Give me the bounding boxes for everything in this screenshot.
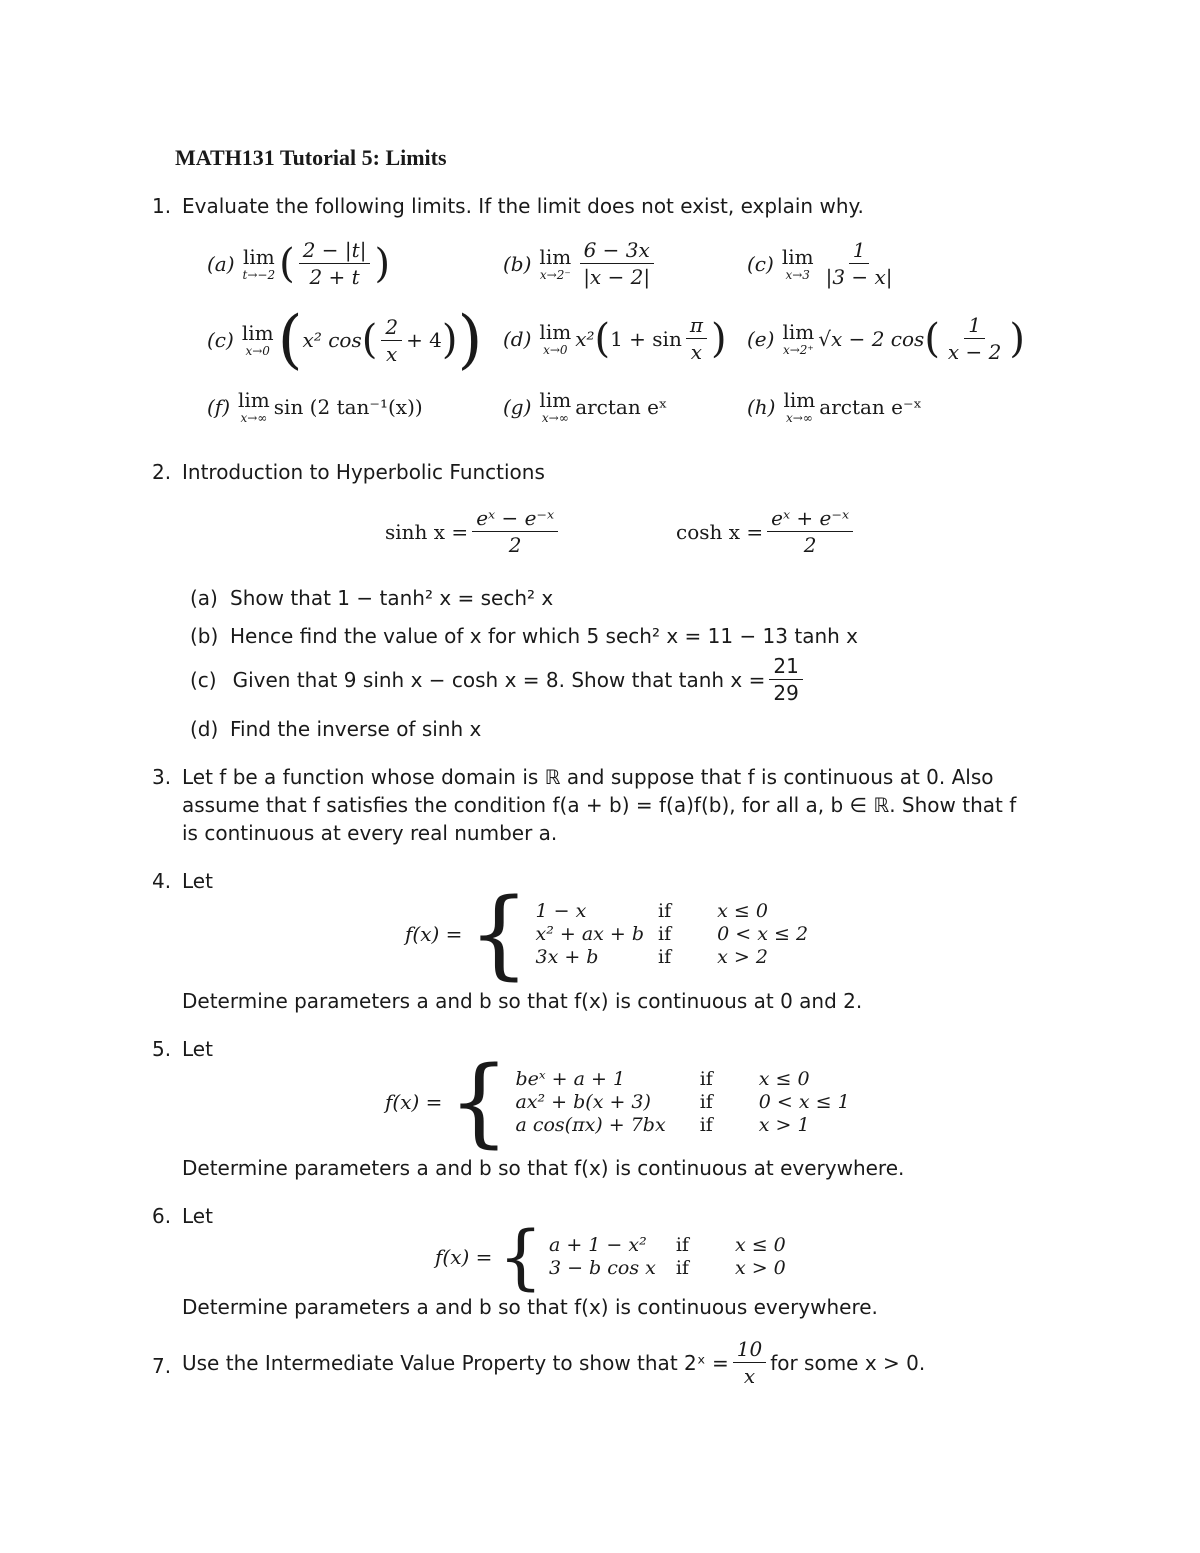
- limit-a-label: (a): [207, 251, 235, 276]
- limit-e: (e) lim x→2⁺ √x − 2 cos ( $\frac{1}{x - 2}$ ): [747, 313, 1026, 364]
- limit-a-sub: t→−2: [242, 267, 276, 282]
- q6-cases: [549, 1234, 800, 1280]
- question-2-text: Introduction to Hyperbolic Functions: [182, 460, 545, 484]
- q2c-label: (c): [190, 667, 217, 692]
- q4-case-2-expr: x² + ax + b: [535, 922, 645, 945]
- limit-c1: [747, 240, 901, 287]
- sinh-denominator: 2: [508, 533, 522, 557]
- limit-e-denominator: x − 2: [947, 340, 1002, 364]
- question-4-text: Determine parameters a and b so that f(x) is continuous at 0 and 2.: [182, 989, 863, 1013]
- limit-c2-denominator: x: [386, 341, 398, 366]
- q4-lhs: f(x) =: [405, 922, 463, 946]
- question-5-let: Let: [182, 1037, 213, 1061]
- q5-case-3-expr: a cos(πx) + 7bx: [515, 1113, 666, 1136]
- sinh-lhs: sinh x =: [385, 519, 469, 544]
- limit-d: (d) lim x→0 x² ( 1 + sin $\frac{\pi}{x}$ ): [503, 313, 727, 364]
- limit-a-denominator: 2 + t: [309, 265, 360, 289]
- q2d-text: Find the inverse of sinh x: [230, 717, 482, 741]
- q5-case-2-if: if: [699, 1090, 713, 1113]
- question-4-let: Let: [182, 869, 213, 893]
- limit-c1-numerator: 1: [849, 240, 870, 264]
- question-1-text: Evaluate the following limits. If the limit does not exist, explain why.: [182, 194, 864, 218]
- limit-h-expr: arctan e⁻ˣ: [819, 395, 923, 419]
- cosh-definition: [676, 508, 857, 555]
- limit-c2-sub: x→0: [245, 344, 270, 358]
- cosh-denominator: 2: [803, 533, 817, 557]
- q4-case-2-if: if: [658, 922, 672, 945]
- q6-case-2-expr: 3 − b cos x: [548, 1257, 656, 1279]
- limit-c2-post: + 4: [406, 328, 442, 352]
- limit-b-label: (b): [503, 251, 532, 276]
- q7-denominator: x: [743, 1364, 756, 1388]
- limit-d-lim: lim: [539, 319, 572, 344]
- limit-d-denominator: x: [690, 340, 703, 364]
- limit-h-sub: x→∞: [785, 411, 813, 425]
- q5-case-1-cond: x ≤ 0: [758, 1067, 810, 1090]
- q6-case-1-if: if: [675, 1234, 689, 1256]
- limit-e-pre: √x − 2 cos: [818, 326, 925, 351]
- q2c: [190, 656, 807, 703]
- q2b-text: Hence find the value of x for which 5 sech² x = 11 − 13 tanh x: [230, 624, 859, 648]
- q4-case-3-if: if: [658, 945, 672, 968]
- limit-h-label: (h): [747, 395, 776, 419]
- cosh-lhs: cosh x =: [676, 519, 764, 544]
- limit-f-sub: x→∞: [240, 411, 268, 425]
- question-3-line2: assume that f satisfies the condition f(a + b) = f(a)f(b), for all a, b ∈ ℝ. Show that f: [182, 793, 1017, 817]
- limit-g: [503, 390, 667, 424]
- limit-c2-label: (c): [207, 328, 234, 352]
- limit-c1-sub: x→3: [785, 267, 810, 282]
- limit-f: [207, 390, 423, 424]
- limit-d-label: (d): [503, 326, 532, 351]
- q5-case-2-expr: ax² + b(x + 3): [515, 1090, 651, 1113]
- limit-e-numerator: 1: [964, 315, 985, 339]
- question-3-line1: Let f be a function whose domain is ℝ and suppose that f is continuous at 0. Also: [182, 765, 994, 789]
- q5-case-3-cond: x > 1: [758, 1113, 810, 1136]
- q2a-text: Show that 1 − tanh² x = sech² x: [230, 586, 554, 610]
- question-1-number: 1.: [152, 194, 172, 218]
- q6-case-2-cond: x > 0: [734, 1257, 786, 1279]
- question-7-text1: Use the Intermediate Value Property to show that 2ˣ =: [182, 1350, 729, 1375]
- limit-c2-pre: x² cos: [302, 328, 362, 352]
- limit-d-sub: x→0: [543, 342, 568, 357]
- q6-case-1-expr: a + 1 − x²: [548, 1234, 647, 1256]
- q6-case-1-cond: x ≤ 0: [734, 1234, 786, 1256]
- sinh-numerator: eˣ − e⁻ˣ: [472, 508, 558, 532]
- question-6-number: 6.: [152, 1204, 172, 1228]
- q4-case-2-cond: 0 < x ≤ 2: [717, 922, 809, 945]
- limit-f-expr: sin (2 tan⁻¹(x)): [273, 395, 423, 419]
- limit-d-pre: x²: [575, 326, 595, 351]
- question-3-number: 3.: [152, 765, 172, 789]
- q5-lhs: f(x) =: [385, 1090, 443, 1114]
- question-3-line3: is continuous at every real number a.: [182, 821, 558, 845]
- cosh-numerator: eˣ + e⁻ˣ: [767, 508, 853, 532]
- limit-c2: (c) lim x→0 ( x² cos ( $\frac{2}{x}$ + 4 ) ): [207, 303, 483, 377]
- question-5-number: 5.: [152, 1037, 172, 1061]
- q5-case-1-if: if: [699, 1067, 713, 1090]
- limit-c1-lim: lim: [781, 244, 814, 269]
- limit-f-label: (f): [207, 395, 231, 419]
- q4-cases: [535, 900, 822, 969]
- limit-b-sub: x→2⁻: [539, 267, 571, 282]
- q6-piecewise: f(x) = { a + 1 − x² if x ≤ 0 3 − b cos x if x > 0: [435, 1222, 800, 1292]
- question-7-number: 7.: [152, 1354, 172, 1378]
- page-title: MATH131 Tutorial 5: Limits: [175, 145, 447, 170]
- limit-e-lim: lim: [782, 319, 815, 344]
- q4-case-1-cond: x ≤ 0: [717, 899, 768, 922]
- question-6-text: Determine parameters a and b so that f(x) is continuous everywhere.: [182, 1295, 878, 1319]
- limit-d-mid: 1 + sin: [610, 326, 682, 351]
- q5-case-1-expr: beˣ + a + 1: [515, 1067, 626, 1090]
- limit-h: [747, 390, 922, 424]
- sinh-definition: [385, 508, 562, 555]
- q5-case-3-if: if: [699, 1113, 713, 1136]
- limit-d-numerator: π: [686, 315, 707, 339]
- question-7-text2: for some x > 0.: [770, 1350, 926, 1375]
- limit-e-sub: x→2⁺: [782, 342, 814, 357]
- limit-c2-numerator: 2: [381, 317, 402, 341]
- limit-c1-label: (c): [747, 251, 774, 276]
- limit-g-lim: lim: [539, 388, 572, 412]
- q6-lhs: f(x) =: [435, 1245, 493, 1269]
- q6-case-2-if: if: [675, 1257, 689, 1279]
- limit-b-lim: lim: [539, 244, 572, 269]
- question-5-text: Determine parameters a and b so that f(x) is continuous at everywhere.: [182, 1156, 905, 1180]
- limit-g-sub: x→∞: [541, 411, 569, 425]
- q4-piecewise: f(x) = { 1 − x if x ≤ 0 x² + ax + b if 0 < x ≤ 2 3x + b if x > 2: [405, 886, 822, 982]
- limit-g-label: (g): [503, 395, 532, 419]
- q2c-text: Given that 9 sinh x − cosh x = 8. Show that tanh x =: [232, 667, 766, 692]
- limit-c1-denominator: |3 − x|: [825, 265, 893, 289]
- q5-cases: [515, 1068, 863, 1137]
- q5-piecewise: f(x) = { beˣ + a + 1 if x ≤ 0 ax² + b(x + 3) if 0 < x ≤ 1 a cos(πx) + 7bx if x > 1: [385, 1054, 864, 1150]
- q5-case-2-cond: 0 < x ≤ 1: [758, 1090, 850, 1113]
- limit-a: (a) lim t→−2 ( $\frac{2 - |t|}{2 + t}$ ): [207, 238, 391, 289]
- q2d-label: (d): [190, 717, 219, 741]
- q2c-numerator: 21: [769, 656, 802, 680]
- limit-c2-lim: lim: [241, 321, 274, 345]
- q4-case-3-expr: 3x + b: [535, 945, 599, 968]
- question-7: [182, 1339, 925, 1386]
- limit-h-lim: lim: [783, 388, 816, 412]
- limit-g-expr: arctan eˣ: [575, 395, 668, 419]
- limit-b: [503, 240, 658, 287]
- limit-b-numerator: 6 − 3x: [580, 240, 654, 264]
- q2c-denominator: 29: [773, 681, 799, 705]
- q7-numerator: 10: [733, 1339, 766, 1363]
- q2a-label: (a): [190, 586, 218, 610]
- limit-f-lim: lim: [238, 388, 270, 412]
- question-6-let: Let: [182, 1204, 213, 1228]
- limit-a-numerator: 2 − |t|: [299, 240, 371, 264]
- limit-b-denominator: |x − 2|: [583, 265, 651, 289]
- q4-case-3-cond: x > 2: [717, 945, 768, 968]
- limit-e-label: (e): [747, 326, 775, 351]
- question-2-number: 2.: [152, 460, 172, 484]
- q4-case-1-if: if: [658, 899, 672, 922]
- limit-a-lim: lim: [242, 244, 275, 269]
- q4-case-1-expr: 1 − x: [535, 899, 587, 922]
- question-4-number: 4.: [152, 869, 172, 893]
- q2b-label: (b): [190, 624, 219, 648]
